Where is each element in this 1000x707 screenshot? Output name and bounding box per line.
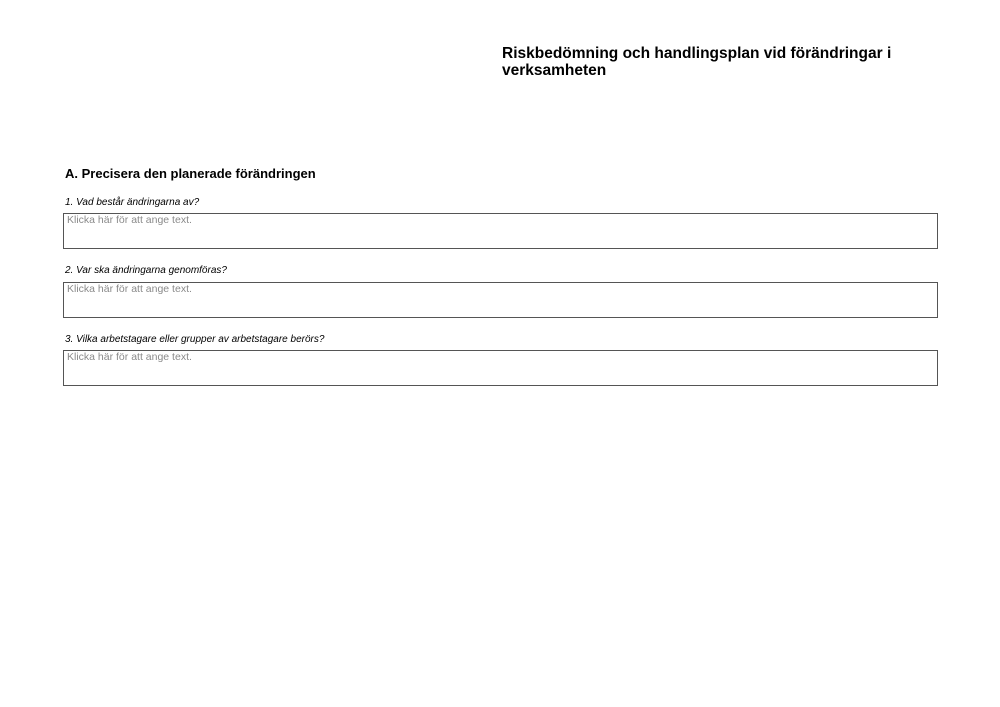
document-title: Riskbedömning och handlingsplan vid förändringar i verksamheten (502, 45, 892, 79)
question-2-placeholder[interactable]: Klicka här för att ange text. (67, 283, 192, 295)
question-3-label: 3. Vilka arbetstagare eller grupper av arbetstagare berörs? (65, 334, 325, 345)
question-1-label: 1. Vad består ändringarna av? (65, 197, 200, 208)
question-3-field[interactable] (63, 350, 938, 386)
question-1-field[interactable] (63, 213, 938, 249)
question-1-placeholder[interactable]: Klicka här för att ange text. (67, 214, 192, 226)
question-2-field[interactable] (63, 282, 938, 318)
section-a-heading: A. Precisera den planerade förändringen (65, 166, 316, 181)
question-2-label: 2. Var ska ändringarna genomföras? (65, 265, 227, 276)
question-3-placeholder[interactable]: Klicka här för att ange text. (67, 351, 192, 363)
